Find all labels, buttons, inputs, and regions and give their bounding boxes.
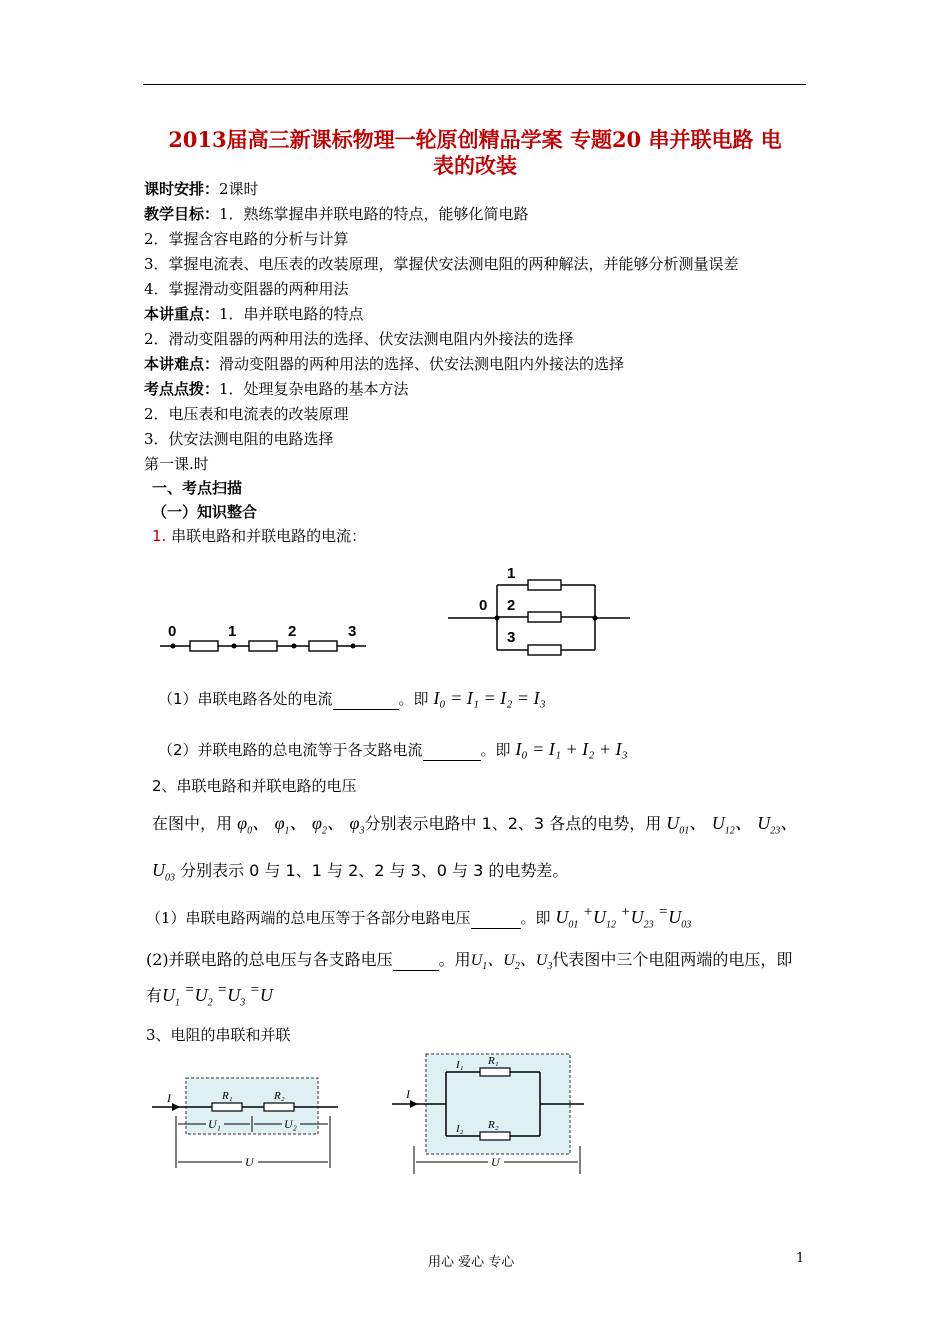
header-rule: [143, 84, 806, 85]
series-node-label-2: 2: [288, 623, 297, 640]
objective-3: 3．掌握电流表、电压表的改装原理，掌握伏安法测电阻的两种解法，并能够分析测量误差: [144, 255, 739, 273]
u123-symbols: $U_1$、$U_2$、$U_3$: [470, 952, 553, 973]
item-1: [152, 526, 366, 546]
parallel-node-label-0: 0: [479, 597, 488, 614]
parallel-node-label-1: 1: [507, 565, 516, 582]
difficulty-line: [144, 354, 624, 374]
section-heading: 一、考点扫描: [152, 479, 243, 497]
parallel-i1-label: I₁: [456, 1059, 464, 1071]
tips-label: 考点点拨：: [144, 380, 220, 398]
item-2: 2、串联电路和并联电路的电压: [152, 777, 357, 795]
current-q1-blank: [333, 689, 399, 710]
objectives-label: 教学目标：: [144, 205, 220, 223]
schedule-value: 2课时: [219, 180, 259, 198]
parallel-node-label-3: 3: [507, 629, 516, 646]
voltage-q2-mid: 。用: [438, 950, 471, 969]
series-r1: [212, 1103, 242, 1111]
subsection-heading: （一）知识整合: [152, 503, 258, 521]
series-r2-label: R₂: [274, 1090, 285, 1102]
keypoint-1: 1．串并联电路的特点: [219, 305, 364, 323]
series-resistor-2: [249, 641, 277, 651]
voltage-question-2-line-2: [146, 980, 273, 1014]
parallel-current-label: I: [406, 1087, 410, 1101]
potential-line1-b: 分别表示电路中 1、2、3 各点的电势，用: [364, 814, 662, 833]
schedule-line: [144, 179, 259, 199]
current-q1-prefix: （1）串联电路各处的电流: [158, 690, 333, 708]
voltage-q2-equation: $U_1$ $^=U_2$ $^=U_3$ =U: [162, 982, 273, 1009]
parallel-circuit-figure: [445, 560, 635, 665]
keypoints-line: [144, 304, 364, 324]
lesson-label: 第一课.时: [144, 455, 209, 473]
keypoint-2: 2．滑动变阻器的两种用法的选择、伏安法测电阻内外接法的选择: [144, 330, 574, 348]
title-line-2: 表的改装: [433, 153, 517, 178]
parallel-fig-r2: [480, 1132, 510, 1140]
parallel-resistor-3: [528, 645, 561, 655]
potential-line-1: [152, 813, 798, 842]
voltage-q2-post: 代表图中三个电阻两端的电压，即: [552, 950, 793, 969]
series-circuit-figure: [150, 620, 380, 660]
voltage-q1-mid: 。即: [520, 909, 551, 927]
parallel-fig-r1: [480, 1068, 510, 1076]
item-1-number: 1.: [152, 527, 167, 545]
current-q1-equation: I₀ = I₁ = I₂ = I₃: [433, 688, 546, 708]
parallel-resistor-1: [528, 580, 561, 590]
objective-2: 2．掌握含容电路的分析与计算: [144, 230, 349, 248]
parallel-i2-label: I₂: [456, 1123, 464, 1135]
series-node-0: [171, 644, 176, 649]
series-node-label-3: 3: [348, 623, 357, 640]
potential-line1-a: 在图中，用: [152, 814, 233, 833]
parallel-resistor-2: [528, 612, 561, 622]
parallel-node-left: [495, 616, 500, 621]
current-question-1: [158, 688, 546, 710]
parallel-u-label: U: [491, 1155, 500, 1169]
potential-line2-b: 分别表示 0 与 1、1 与 2、2 与 3、0 与 3 的电势差。: [180, 861, 569, 880]
voltage-question-1: [146, 902, 691, 936]
series-current-label: I: [167, 1091, 171, 1105]
series-u-label: U: [245, 1155, 254, 1169]
voltage-q2-line2: 有: [146, 986, 163, 1005]
series-node-label-0: 0: [168, 623, 177, 640]
parallel-node-label-2: 2: [507, 597, 516, 614]
series-r1-label: R₁: [222, 1090, 233, 1102]
difficulty-text: 滑动变阻器的两种用法的选择、伏安法测电阻内外接法的选择: [219, 355, 625, 373]
tip-1: 1．处理复杂电路的基本方法: [219, 380, 409, 398]
voltage-q2-prefix: (2)并联电路的总电压与各支路电压: [146, 950, 393, 969]
parallel-r2-label: R₂: [488, 1119, 499, 1131]
series-u2-label: U₂: [284, 1117, 297, 1131]
objective-4: 4．掌握滑动变阻器的两种用法: [144, 280, 349, 298]
parallel-node-right: [593, 616, 598, 621]
keypoints-label: 本讲重点：: [144, 305, 220, 323]
current-q2-equation: I₀ = I₁ + I₂ + I₃: [515, 739, 628, 759]
current-q1-mid: 。即: [398, 690, 429, 708]
footer-slogan: 用心 爱心 专心: [428, 1255, 515, 1270]
phi-symbols: $\varphi_0$、 $\varphi_1$、 $\varphi_2$、 $\varphi_3$: [237, 813, 365, 837]
schedule-label: 课时安排：: [144, 180, 220, 198]
series-resistor-3: [309, 641, 337, 651]
objectives-line: [144, 204, 529, 224]
tip-3: 3．伏安法测电阻的电路选择: [144, 430, 334, 448]
voltage-q1-prefix: （1）串联电路两端的总电压等于各部分电路电压: [146, 909, 471, 927]
parallel-resistors-figure: [390, 1046, 590, 1176]
voltage-q1-equation: $U_{01}$ $^+U_{12}$ $^+U_{23}$ $^=U_{03}$: [555, 904, 692, 931]
series-current-arrow: [172, 1103, 180, 1111]
title-line-1: 2013届高三新课标物理一轮原创精品学案 专题20 串并联电路 电: [168, 127, 782, 152]
tips-line: [144, 379, 409, 399]
series-node-3: [351, 644, 356, 649]
parallel-current-arrow: [410, 1100, 418, 1108]
current-q2-prefix: （2）并联电路的总电流等于各支路电流: [158, 741, 423, 759]
series-resistors-figure: [150, 1072, 350, 1184]
tip-2: 2．电压表和电流表的改装原理: [144, 405, 349, 423]
current-q2-mid: 。即: [480, 741, 511, 759]
potential-line-2: [152, 860, 568, 889]
voltage-question-2: [146, 950, 792, 977]
series-node-label-1: 1: [228, 623, 237, 640]
voltage-q1-blank: [471, 908, 521, 929]
series-resistor-1: [190, 641, 218, 651]
difficulty-label: 本讲难点：: [144, 355, 220, 373]
series-u1-label: U₁: [208, 1117, 221, 1131]
objective-1: 1．熟练掌握串并联电路的特点，能够化简电路: [219, 205, 529, 223]
item-1-text: 串联电路和并联电路的电流：: [171, 527, 367, 545]
u-symbols: $U_{01}$、 $U_{12}$、 $U_{23}$、: [666, 813, 799, 837]
u03-symbol: $U_{03}$: [152, 860, 175, 884]
series-node-2: [292, 644, 297, 649]
item-3: 3、电阻的串联和并联: [146, 1026, 291, 1044]
current-question-2: [158, 739, 628, 761]
voltage-q2-blank: [393, 950, 439, 971]
series-node-1: [232, 644, 237, 649]
parallel-r1-label: R₁: [488, 1055, 499, 1067]
series-r2: [264, 1103, 294, 1111]
current-q2-blank: [423, 740, 481, 761]
page-number: 1: [796, 1251, 805, 1266]
